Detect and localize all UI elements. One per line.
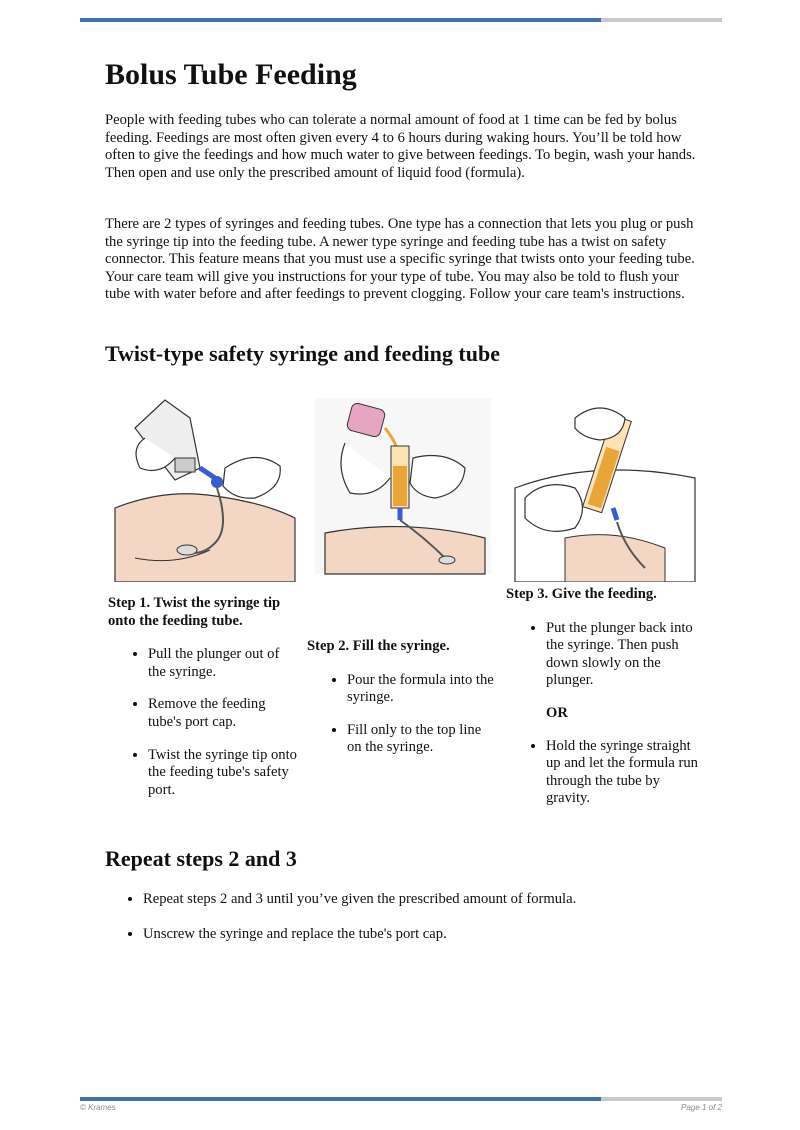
step-3-title: Step 3. Give the feeding. <box>506 586 657 602</box>
list-item: • Pour the formula into the syringe. <box>347 672 499 707</box>
list-item: • Pull the plunger out of the syringe. <box>148 646 300 681</box>
step-3-list-alt <box>506 738 698 808</box>
list-item: • Put the plunger back into the syringe. Then push down slowly on the plunger. <box>546 620 698 690</box>
list-item: • Twist the syringe tip onto the feeding tube's safety port. <box>148 747 300 800</box>
repeat-list <box>105 891 763 960</box>
step-1-title: Step 1. Twist the syringe tip onto the feeding tube. <box>108 595 281 629</box>
step-2 <box>307 638 499 772</box>
intro-paragraph-2: There are 2 types of syringes and feeding tubes. One type has a connection that lets you plug or push the syringe tip into the feeding tube. A newer type syringe and feeding tube has a twist on safety connector. This feature means that you must use a specific syringe that twists onto your feeding tube. Your care team will give you instructions for your type of tube. You may also be told to flush your tube with water before and after feedings to prevent clogging. Follow your care team's instructions. <box>105 216 695 303</box>
step-2-list <box>307 672 499 757</box>
list-item: • Fill only to the top line on the syringe. <box>347 722 499 757</box>
list-item: • Unscrew the syringe and replace the tube's port cap. <box>143 926 763 944</box>
step-1-drawing <box>105 388 301 582</box>
step-1-list <box>108 646 300 799</box>
list-item: • Repeat steps 2 and 3 until you’ve given the prescribed amount of formula. <box>143 891 763 909</box>
header-rule-accent <box>80 18 601 22</box>
illustration-step-1 <box>105 388 301 582</box>
header-rule <box>80 18 722 22</box>
illustration-step-2 <box>305 388 501 582</box>
step-3 <box>506 586 698 823</box>
intro-paragraph-1: People with feeding tubes who can tolerate a normal amount of food at 1 time can be fed by bolus feeding. Feedings are most often given every 4 to 6 hours during waking hours. You’ll be told how often to give the feedings and how much water to give between feedings. To begin, wash your hands. Then open and use only the prescribed amount of liquid food (formula). <box>105 112 696 181</box>
step-3-or-label: OR <box>546 704 568 721</box>
list-item: • Remove the feeding tube's port cap. <box>148 696 300 731</box>
list-item: • Hold the syringe straight up and let the formula run through the tube by gravity. <box>546 738 698 808</box>
step-3-drawing <box>505 388 701 582</box>
footer-rule-accent <box>80 1097 601 1101</box>
step-2-drawing <box>305 388 501 582</box>
section-heading-repeat: Repeat steps 2 and 3 <box>105 846 297 871</box>
footer-copyright: © Krames <box>80 1103 116 1112</box>
step-1 <box>108 595 300 814</box>
footer-rule <box>80 1097 722 1101</box>
section-heading-twist-type: Twist-type safety syringe and feeding tube <box>105 341 500 366</box>
step-2-title: Step 2. Fill the syringe. <box>307 638 450 654</box>
page-title: Bolus Tube Feeding <box>105 58 357 91</box>
illustration-step-3 <box>505 388 701 582</box>
step-3-list <box>506 620 698 690</box>
footer-page-number: Page 1 of 2 <box>681 1103 722 1112</box>
